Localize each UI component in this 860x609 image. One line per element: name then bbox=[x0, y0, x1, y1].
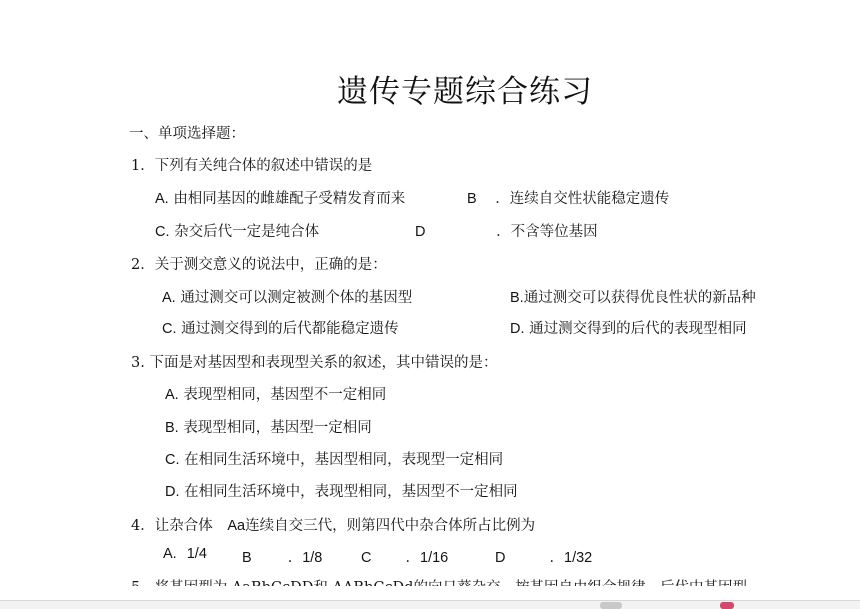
question-1-option-c bbox=[155, 220, 319, 241]
option-text: 在相同生活环境中，基因型相同，表现型一定相同 bbox=[184, 452, 504, 468]
option-label: D bbox=[415, 224, 426, 240]
question-2-option-a bbox=[162, 286, 412, 307]
question-2-option-b bbox=[510, 286, 756, 307]
option-text: 通过测交可以获得优良性状的新品种 bbox=[523, 290, 756, 306]
stem-term: Aa bbox=[227, 518, 246, 534]
option-label: A. bbox=[155, 191, 169, 207]
option-label: A. bbox=[162, 290, 176, 306]
document-title: 遗传专题综合练习 bbox=[337, 74, 593, 110]
question-2-stem: 2．关于测交意义的说法中，正确的是： bbox=[131, 257, 387, 273]
stem-suffix: 连续自交三代，则第四代中杂合体所占比例为 bbox=[245, 518, 536, 534]
question-4-stem bbox=[131, 514, 535, 535]
option-label: C. bbox=[155, 224, 170, 240]
question-3-stem: 3. 下面是对基因型和表现型关系的叙述，其中错误的是： bbox=[131, 355, 498, 371]
option-text: 由相同基因的雌雄配子受精发育而来 bbox=[173, 191, 406, 207]
question-1-stem: 1．下列有关纯合体的叙述中错误的是 bbox=[131, 158, 373, 174]
question-4-option-a bbox=[163, 546, 207, 562]
option-text: ．连续自交性状能稳定遗传 bbox=[495, 191, 670, 207]
option-label: D bbox=[495, 550, 506, 566]
option-text: 通过测交可以测定被测个体的基因型 bbox=[180, 290, 413, 306]
option-text: ．1/32 bbox=[549, 550, 593, 566]
option-text: 表现型相同，基因型一定相同 bbox=[183, 420, 372, 436]
option-label: A. bbox=[163, 546, 177, 562]
option-text: 通过测交得到的后代的表现型相同 bbox=[529, 321, 747, 337]
scroll-indicator[interactable] bbox=[600, 602, 622, 609]
option-label: B. bbox=[165, 420, 179, 436]
question-3-option-d bbox=[165, 480, 518, 501]
option-label: A. bbox=[165, 387, 179, 403]
option-label: D. bbox=[510, 321, 525, 337]
option-text: 通过测交得到的后代都能稳定遗传 bbox=[181, 321, 399, 337]
option-label: C bbox=[361, 550, 372, 566]
question-4-option-b bbox=[242, 546, 322, 567]
question-1-option-b bbox=[467, 187, 669, 208]
option-text: 表现型相同，基因型不一定相同 bbox=[183, 387, 387, 403]
question-3-option-c bbox=[165, 448, 503, 469]
option-label: C. bbox=[162, 321, 177, 337]
app-badge-icon[interactable] bbox=[720, 602, 734, 609]
question-1-option-a bbox=[155, 187, 405, 208]
option-text: ．不含等位基因 bbox=[496, 224, 598, 240]
option-text: 在相同生活环境中，表现型相同，基因型不一定相同 bbox=[184, 484, 518, 500]
question-4-option-c bbox=[361, 546, 448, 567]
option-text: 1/4 bbox=[186, 546, 207, 562]
question-2-option-c bbox=[162, 317, 399, 338]
question-4-option-d bbox=[495, 546, 592, 567]
option-label: B bbox=[242, 550, 252, 566]
option-label: B bbox=[467, 191, 477, 207]
option-text: ．1/8 bbox=[287, 550, 323, 566]
question-3-option-b bbox=[165, 416, 372, 437]
option-text: 杂交后代一定是纯合体 bbox=[174, 224, 320, 240]
question-3-option-a bbox=[165, 383, 386, 404]
option-label: D. bbox=[165, 484, 180, 500]
section-heading: 一、单项选择题： bbox=[129, 126, 245, 142]
question-2-option-d bbox=[510, 317, 747, 338]
stem-prefix: 4．让杂合体 bbox=[131, 518, 213, 534]
option-label: B. bbox=[510, 290, 524, 306]
option-label: C. bbox=[165, 452, 180, 468]
option-text: ．1/16 bbox=[405, 550, 449, 566]
question-1-option-d bbox=[415, 220, 598, 241]
